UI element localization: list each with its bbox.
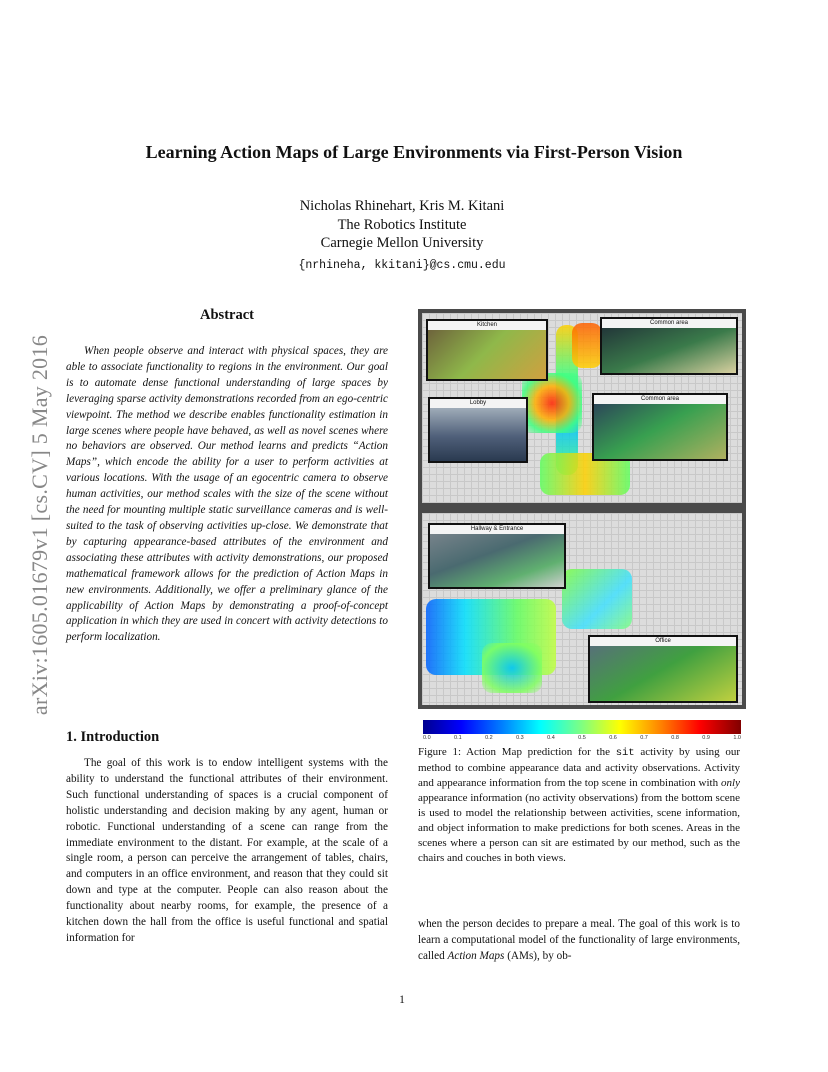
inset-common-area-2 xyxy=(592,393,728,461)
figure-action-map xyxy=(418,309,746,709)
colorbar-tick-label: 0.5 xyxy=(578,735,586,741)
right-column-paragraph xyxy=(418,917,740,965)
page-number: 1 xyxy=(399,994,405,1006)
colorbar-tick-label: 1.0 xyxy=(733,735,741,741)
caption-prefix: Figure 1: Action Map prediction for the xyxy=(418,746,616,758)
colorbar-ticks xyxy=(423,735,741,743)
abstract-text: When people observe and interact with physical spaces, they are able to associate functionality to regions in the environment. Our goal is to automate dense functional understanding of large spaces by leveraging sparse activity demonstrations recorded from an ego-centric viewpoint. The method we describe enables functionality estimation in large scenes where people have behaved, as well as novel scenes where no behaviors are observed. Our method learns and predicts “Action Maps”, which encode the ability for a user to perform activities at various locations. With the usage of an egocentric camera to observe human activities, our method scales with the size of the scene without the need for mounting multiple static surveillance cameras and is well-suited to the task of observing activities up-close. We demonstrate that by capturing appearance-based attributes of the environment and associating these attributes with activity demonstrations, our proposed mathematical framework allows for the prediction of Action Maps in new environments. Additionally, we offer a preliminary glance of the applicability of Action Maps by demonstrating a proof-of-concept application in which they are used in concert with activity detections to perform localization. xyxy=(66,345,388,644)
heatmap-region xyxy=(522,373,582,433)
inset-label: Office xyxy=(590,637,736,646)
caption-middle: activity by using our method to combine appearance data and activity observations. Activity and appearance information from the top scene in combination with xyxy=(418,746,740,789)
colorbar-tick-label: 0.8 xyxy=(671,735,679,741)
inset-kitchen xyxy=(426,319,548,381)
inset-common-area-1 xyxy=(600,317,738,375)
introduction-text: The goal of this work is to endow intelligent systems with the ability to understand the functional attributes of their environment. Such functional understanding of spaces is a crucial component of holistic understanding and decision making by any agent, human or robotic. Functional understanding of a scene can range from the immediate environment to the distant. For example, at the scale of a single room, a person can perceive the arrangement of tables, chairs, and computers in an office environment, and reason that they could sit down and type at the computer. People can also reason about the functionality about nearby rooms, for example, the presence of a kitchen down the hall from the office is useful functional and spatial information for xyxy=(66,757,388,944)
caption-suffix: appearance information (no activity observations) from the bottom scene is used to model the relationship between activities, scene information, and object information to make predictions for both scenes. Areas in the scenes where a person can sit are estimated by our method, such as the chairs and couches in both views. xyxy=(418,792,740,864)
inset-office xyxy=(588,635,738,703)
para-emphasis: Action Maps xyxy=(447,949,505,962)
abstract-heading: Abstract xyxy=(200,307,254,323)
inset-lobby xyxy=(428,397,528,463)
introduction-heading: 1. Introduction xyxy=(66,729,160,745)
affiliation-institute: The Robotics Institute xyxy=(337,217,467,233)
heatmap-region xyxy=(482,643,542,693)
colorbar-tick-label: 0.4 xyxy=(547,735,555,741)
colorbar-tick-label: 0.1 xyxy=(454,735,462,741)
author-names: Nicholas Rhinehart, Kris M. Kitani xyxy=(299,198,505,214)
colorbar-tick-label: 0.9 xyxy=(702,735,710,741)
author-email: {nrhineha, kkitani}@cs.cmu.edu xyxy=(298,259,506,272)
inset-label: Lobby xyxy=(430,399,526,408)
para-start: when the person decides to prepare a meal. The goal of this work is to learn a computational model of the functionality of large environments, called xyxy=(418,918,740,962)
top-scene-map xyxy=(422,313,742,503)
heatmap-region xyxy=(572,323,602,368)
colorbar-tick-label: 0.7 xyxy=(640,735,648,741)
inset-label: Common area xyxy=(602,319,736,328)
caption-emphasis: only xyxy=(721,777,740,789)
colorbar-tick-label: 0.2 xyxy=(485,735,493,741)
inset-label: Hallway & Entrance xyxy=(430,525,564,534)
colorbar xyxy=(423,720,741,734)
caption-code: sit xyxy=(615,747,635,759)
inset-hallway-entrance xyxy=(428,523,566,589)
arxiv-sidebar-stamp: arXiv:1605.01679v1 [cs.CV] 5 May 2016 xyxy=(27,334,52,716)
figure-caption xyxy=(418,745,740,866)
bottom-scene-map xyxy=(422,513,742,705)
paper-title: Learning Action Maps of Large Environments via First-Person Vision xyxy=(145,142,683,162)
colorbar-tick-label: 0.0 xyxy=(423,735,431,741)
inset-label: Kitchen xyxy=(428,321,546,330)
affiliation-university: Carnegie Mellon University xyxy=(320,235,484,251)
para-end: (AMs), by ob- xyxy=(504,949,572,962)
heatmap-region xyxy=(562,569,632,629)
colorbar-tick-label: 0.3 xyxy=(516,735,524,741)
colorbar-tick-label: 0.6 xyxy=(609,735,617,741)
inset-label: Common area xyxy=(594,395,726,404)
